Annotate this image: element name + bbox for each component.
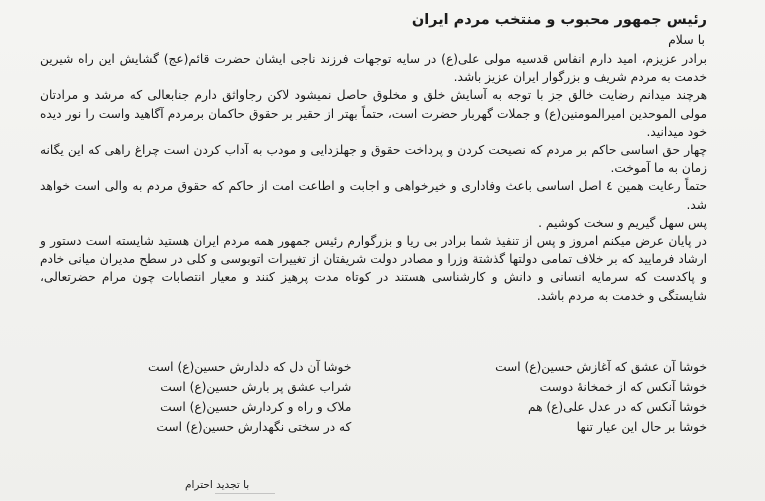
poem-right-column — [495, 357, 707, 437]
letter-title: رئیس جمهور محبوب و منتخب مردم ایران — [411, 12, 707, 28]
poem-line: شراب عشق پر بارش حسین(ع) است — [160, 380, 352, 394]
poem-line: خوشا آنکس که از خمخانهٔ دوست — [539, 380, 707, 394]
poem-left-column — [148, 357, 351, 437]
poem-section — [148, 357, 707, 437]
paragraph-6: در پایان عرض میکنم امروز و پس از تنفیذ شما برادر بی ریا و بزرگوارم رئیس جمهور همه مردم ایران هستید شایسته است دستور و ارشاد فرمایید که بر خلاف تمامی دولتها گذشتة وزرا و مصادر دولت شریفتان از تغییرات اتوبوسی و کلی در سطح مدیران میانی خادم و پاکدست که سرمایه انسانی و دانش و کارشناسی هستند در کوتاه مدت پرهیز کنند و معیار انتصابات چون مرام حضرتعالی، شایستگی و خدمت به مردم باشد. — [40, 234, 707, 303]
paragraph-2: هرچند میدانم رضایت خالق جز با توجه به آسایش خلق و مخلوق حاصل نمیشود لاکن رجاواثق دارم جنابعالی که مرشد و مرادتان مولی الموحدین امیرالمومنین(ع) و جملات گهربار حضرت است، حتماً بهتر از حقیر بر حقوق حاکمان برمردم آگاهید واست را نور دیده خود میدانید. — [40, 88, 707, 139]
paragraph-1: برادر عزیزم، امید دارم انفاس قدسیه مولی علی(ع) در سایه توجهات فرزند ناجی ایشان حضرت قائم(عج) گشایش این راه شیرین خدمت به مردم شریف و بزرگوار ایران عزیز باشد. — [40, 52, 707, 85]
letter-body — [40, 10, 707, 305]
poem-line: که در سختی نگهدارش حسین(ع) است — [156, 420, 352, 434]
paragraph-4: حتماً رعایت همین ٤ اصل اساسی باعث وفاداری و خیرخواهی و اجابت و اطاعت امت از حاکم که حقوق مردم به والی است خواهد شد. — [40, 179, 707, 212]
letter-greeting: با سلام — [668, 32, 705, 47]
poem-line: ملاک و راه و کردارش حسین(ع) است — [160, 400, 352, 414]
poem-line: خوشا بر حال این عیار تنها — [576, 420, 707, 434]
poem-line: خوشا آن دل که دلدارش حسین(ع) است — [148, 360, 352, 374]
paragraph-3: چهار حق اساسی حاکم بر مردم که نصیحت کردن و پرداخت حقوق و جهلزدایی و مودب به آداب کردن است چراغ راهی که این یگانه زمان به ما آموخت. — [40, 143, 707, 176]
poem-line: خوشا آن عشق که آغازش حسین(ع) است — [495, 360, 707, 374]
poem-line: خوشا آنکس که در عدل علی(ع) هم — [527, 400, 707, 414]
paragraph-5: پس سهل گیریم و سخت کوشیم . — [538, 215, 707, 230]
closing-line: با تجدید احترام — [185, 479, 250, 491]
